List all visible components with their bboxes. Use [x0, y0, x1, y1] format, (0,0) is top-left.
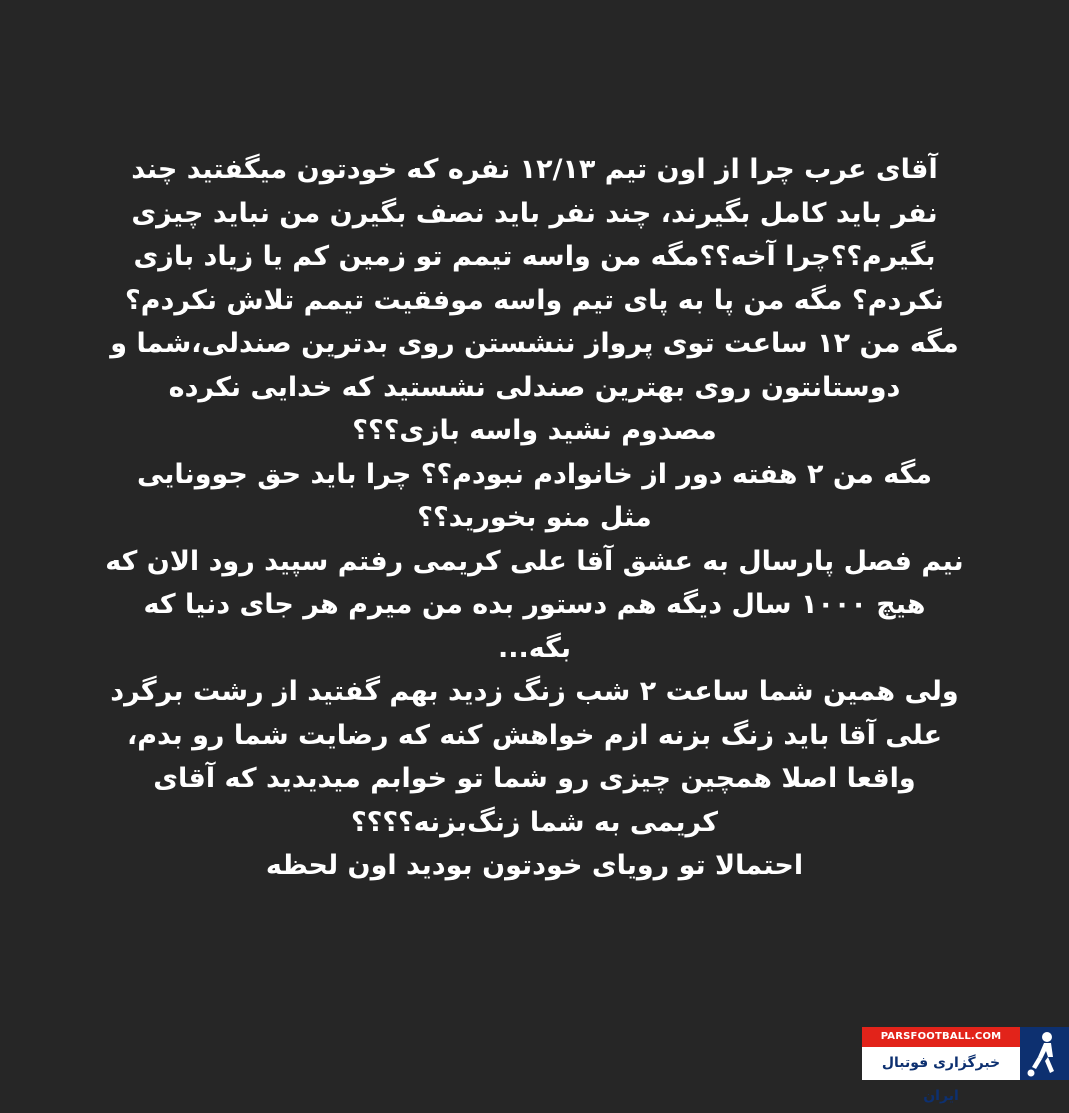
- story-line: علی آقا باید زنگ بزنه ازم خواهش کنه که رضایت شما رو بدم،: [126, 719, 943, 751]
- logo-brand-label: خبرگزاری فوتبال ایران: [862, 1047, 1020, 1080]
- story-line: هیچ ۱۰۰۰ سال دیگه هم دستور بده من میرم هر جای دنیا که: [143, 589, 926, 620]
- parsfootball-logo: [862, 1027, 1069, 1104]
- soccer-player-icon: [1020, 1027, 1069, 1080]
- logo-site-label: PARSFOOTBALL.COM: [862, 1027, 1020, 1047]
- story-line: مگه من ۲ هفته دور از خانوادم نبودم؟؟ چرا باید حق جوونایی: [136, 458, 933, 490]
- story-line: واقعا اصلا همچین چیزی رو شما تو خوابم میدیدید که آقای: [153, 763, 916, 794]
- story-line: بگه...: [498, 632, 571, 664]
- story-line: آقای عرب چرا از اون تیم ۱۲/۱۳ نفره که خودتون میگفتید چند: [131, 154, 938, 185]
- story-text: [40, 148, 1029, 888]
- story-line: احتمالا تو رویای خودتون بودید اون لحظه: [265, 850, 804, 881]
- story-line: دوستانتون روی بهترین صندلی نشستید که خدایی نکرده: [168, 371, 901, 403]
- story-line: بگیرم؟؟چرا آخه؟؟مگه من واسه تیمم تو زمین کم یا زیاد بازی: [133, 241, 936, 272]
- story-line: نکردم؟ مگه من پا به پای تیم واسه موفقیت تیمم تلاش نکردم؟: [125, 284, 944, 316]
- story-line: کریمی به شما زنگ‌بزنه؟؟؟؟: [351, 806, 718, 838]
- story-line: مگه من ۱۲ ساعت توی پرواز ننشستن روی بدترین صندلی،شما و: [110, 328, 959, 359]
- story-line: نیم فصل پارسال به عشق آقا علی کریمی رفتم سپید رود الان که: [105, 545, 964, 577]
- story-line: ولی همین شما ساعت ۲ شب زنگ زدید بهم گفتید از رشت برگرد: [110, 676, 959, 707]
- story-line: نفر باید کامل بگیرند، چند نفر باید نصف بگیرن من نباید چیزی: [131, 197, 938, 229]
- story-line: مصدوم نشید واسه بازی؟؟؟: [352, 415, 717, 446]
- story-line: مثل منو بخورید؟؟: [417, 502, 652, 533]
